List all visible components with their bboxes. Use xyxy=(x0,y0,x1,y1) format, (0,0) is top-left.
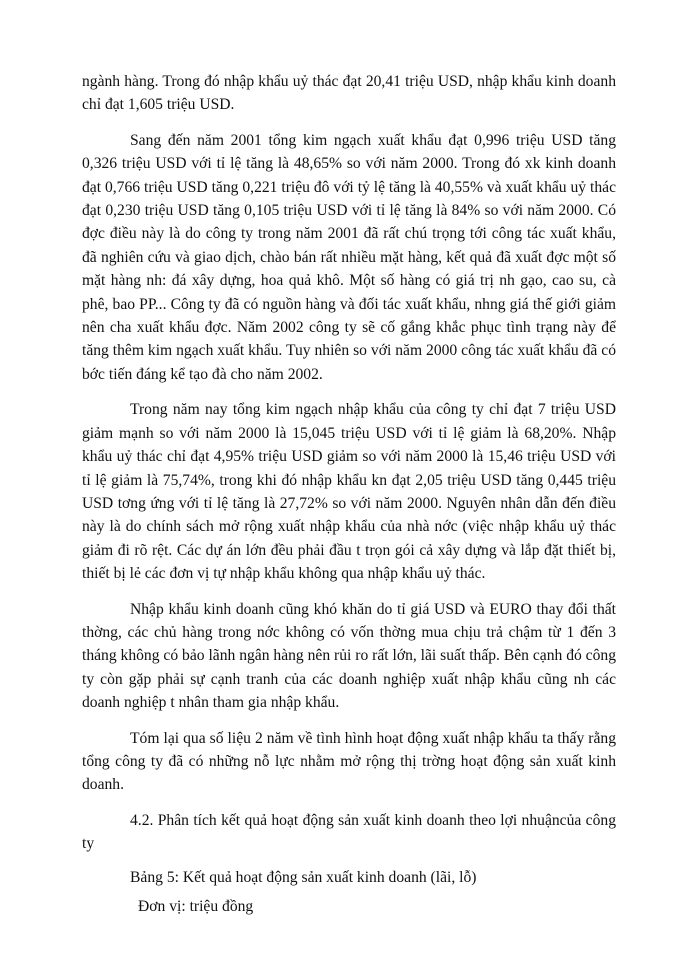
paragraph-business-import: Nhập khẩu kinh doanh cũng khó khăn do tỉ giá USD và EURO thay đổi thất thờng, các chủ hàng trong nớc không có vốn thờng mua chịu trả chậm từ 1 đến 3 tháng không có bảo lãnh ngân hàng nên rủi ro rất lớn, lãi suất thấp. Bên cạnh đó công ty còn gặp phải sự cạnh tranh của các doanh nghiệp xuất nhập khẩu cũng nh các doanh nghiệp t nhân tham gia nhập khẩu. xyxy=(82,600,616,712)
paragraph-import-2001: Trong năm nay tổng kim ngạch nhập khẩu của công ty chỉ đạt 7 triệu USD giảm mạnh so với năm 2000 là 15,045 triệu USD với tỉ lệ giảm là 68,20%. Nhập khẩu uỷ thác chỉ đạt 4,95% triệu USD giảm so với năm 2000 là 15,46 triệu USD với tỉ lệ giảm là 75,74%, trong khi đó nhập khẩu kn đạt 2,05 triệu USD tăng 0,445 triệu USD tơng ứng với tỉ lệ tăng là 27,72% so với năm 2000. Nguyên nhân dẫn đến điều này là do chính sách mở rộng xuất nhập khẩu của nhà nớc (việc nhập khẩu uỷ thác giảm đi rõ rệt. Các dự án lớn đều phải đầu t trọn gói cả xây dựng và lắp đặt thiết bị, thiết bị lẻ các đơn vị tự nhập khẩu không qua nhập khẩu uỷ thác. xyxy=(82,401,616,583)
document-body xyxy=(82,70,616,918)
unit-label: Đơn vị: triệu đồng xyxy=(138,898,254,915)
paragraph-export-2001: Sang đến năm 2001 tổng kim ngạch xuất khẩu đạt 0,996 triệu USD tăng 0,326 triệu USD với tỉ lệ tăng là 48,65% so với năm 2000. Trong đó xk kinh doanh đạt 0,766 triệu USD tăng 0,221 triệu đô với tỷ lệ tăng là 40,55% và xuất khẩu uỷ thác đạt 0,230 triệu USD tăng 0,105 triệu USD với tỉ lệ tăng là 84% so với năm 2000. Có đợc điều này là do công ty trong năm 2001 đã rất chú trọng tới công tác xuất khẩu, đã nghiên cứu và giao dịch, chào bán rất nhiều mặt hàng, kết quả đã xuất đợc một số mặt hàng nh: đá xây dựng, hoa quả khô. Một số hàng có giá trị nh gạo, cao su, cà phê, bao PP... Công ty đã có nguồn hàng và đối tác xuất khẩu, nhng giá thế giới giảm nên cha xuất khẩu đợc. Năm 2002 công ty sẽ cố gắng khắc phục tình trạng này để tăng thêm kim ngạch xuất khẩu. Tuy nhiên so với năm 2000 công tác xuất khẩu đã có bớc tiến đáng kể tạo đà cho năm 2002. xyxy=(82,131,616,383)
section-heading: 4.2. Phân tích kết quả hoạt động sản xuất kinh doanh theo lợi nhuậncủa công ty xyxy=(82,811,616,853)
paragraph-summary: Tóm lại qua số liệu 2 năm về tình hình hoạt động xuất nhập khẩu ta thấy rằng tổng công ty đã có những nỗ lực nhằm mở rộng thị trờng hoạt động sản xuất kinh doanh. xyxy=(82,729,616,794)
paragraph-continuation: ngành hàng. Trong đó nhập khẩu uỷ thác đạt 20,41 triệu USD, nhập khẩu kinh doanh chỉ đạt 1,605 triệu USD. xyxy=(82,73,616,114)
table-caption: Bảng 5: Kết quả hoạt động sản xuất kinh doanh (lãi, lỗ) xyxy=(130,868,477,886)
